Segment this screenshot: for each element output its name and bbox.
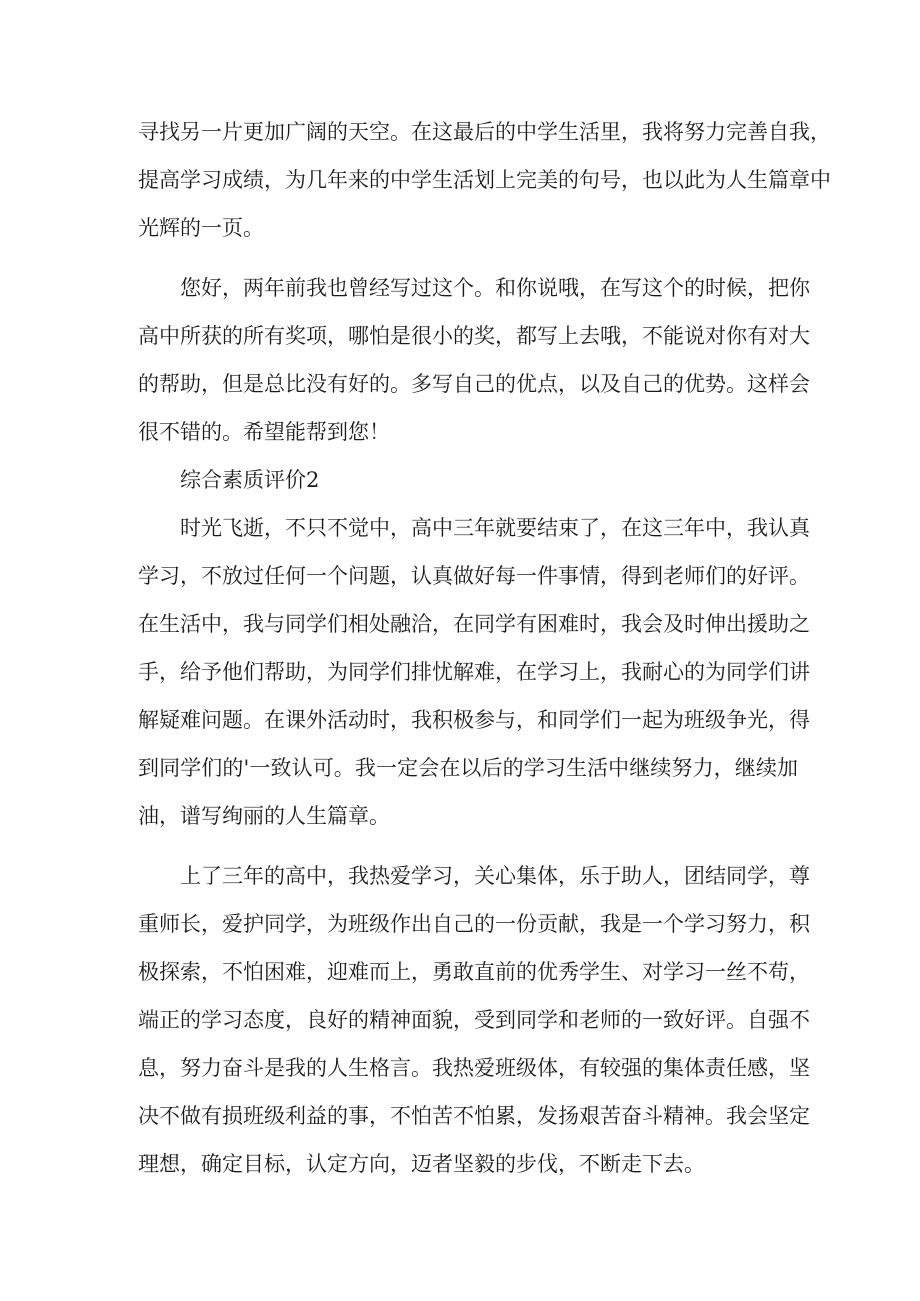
- text-line: 的帮助，但是总比没有好的。多写自己的优点，以及自己的优势。这样会: [138, 372, 810, 396]
- text-line: 手，给予他们帮助，为同学们排忧解难，在学习上，我耐心的为同学们讲: [138, 660, 810, 684]
- text-line: 上了三年的高中，我热爱学习，关心集体，乐于助人，团结同学，尊: [180, 864, 810, 888]
- paragraph-gap: [138, 840, 798, 852]
- text-line: 重师长，爱护同学，为班级作出自己的一份贡献，我是一个学习努力，积: [138, 912, 810, 936]
- text-line: 极探索，不怕困难，迎难而上，勇敢直前的优秀学生、对学习一丝不苟，: [138, 960, 810, 984]
- paragraph: [138, 852, 810, 1188]
- text-line: 决不做有损班级利益的事，不怕苦不怕累，发扬艰苦奋斗精神。我会坚定: [138, 1104, 810, 1128]
- text-line: 学习，不放过任何一个问题，认真做好每一件事情，得到老师们的好评。: [138, 564, 810, 588]
- text-line: 端正的学习态度，良好的精神面貌，受到同学和老师的一致好评。自强不: [138, 1008, 810, 1032]
- text-line: 息，努力奋斗是我的人生格言。我热爱班级体，有较强的集体责任感，坚: [138, 1056, 810, 1080]
- text-line: 您好，两年前我也曾经写过这个。和你说哦，在写这个的时候，把你: [180, 276, 810, 300]
- paragraph: [138, 108, 831, 252]
- document-body: [138, 108, 831, 1188]
- text-line: 到同学们的'一致认可。我一定会在以后的学习生活中继续努力，继续加: [138, 756, 798, 780]
- text-line: 油，谱写绚丽的人生篇章。: [138, 804, 390, 828]
- heading-line: 综合素质评价2: [180, 468, 320, 492]
- section-heading: [138, 456, 798, 504]
- text-line: 提高学习成绩，为几年来的中学生活划上完美的句号，也以此为人生篇章中: [138, 168, 831, 192]
- paragraph-gap: [138, 252, 798, 264]
- text-line: 寻找另一片更加广阔的天空。在这最后的中学生活里，我将努力完善自我，: [138, 120, 831, 144]
- text-line: 高中所获的所有奖项，哪怕是很小的奖，都写上去哦，不能说对你有对大: [138, 324, 810, 348]
- paragraph: [138, 504, 810, 840]
- paragraph: [138, 264, 810, 456]
- text-line: 很不错的。希望能帮到您！: [138, 420, 390, 444]
- text-line: 在生活中，我与同学们相处融洽，在同学有困难时，我会及时伸出援助之: [138, 612, 810, 636]
- text-line: 时光飞逝，不只不觉中，高中三年就要结束了，在这三年中，我认真: [180, 516, 810, 540]
- text-line: 解疑难问题。在课外活动时，我积极参与，和同学们一起为班级争光，得: [138, 708, 810, 732]
- text-line: 理想，确定目标，认定方向，迈者坚毅的步伐，不断走下去。: [138, 1152, 705, 1176]
- text-line: 光辉的一页。: [138, 216, 264, 240]
